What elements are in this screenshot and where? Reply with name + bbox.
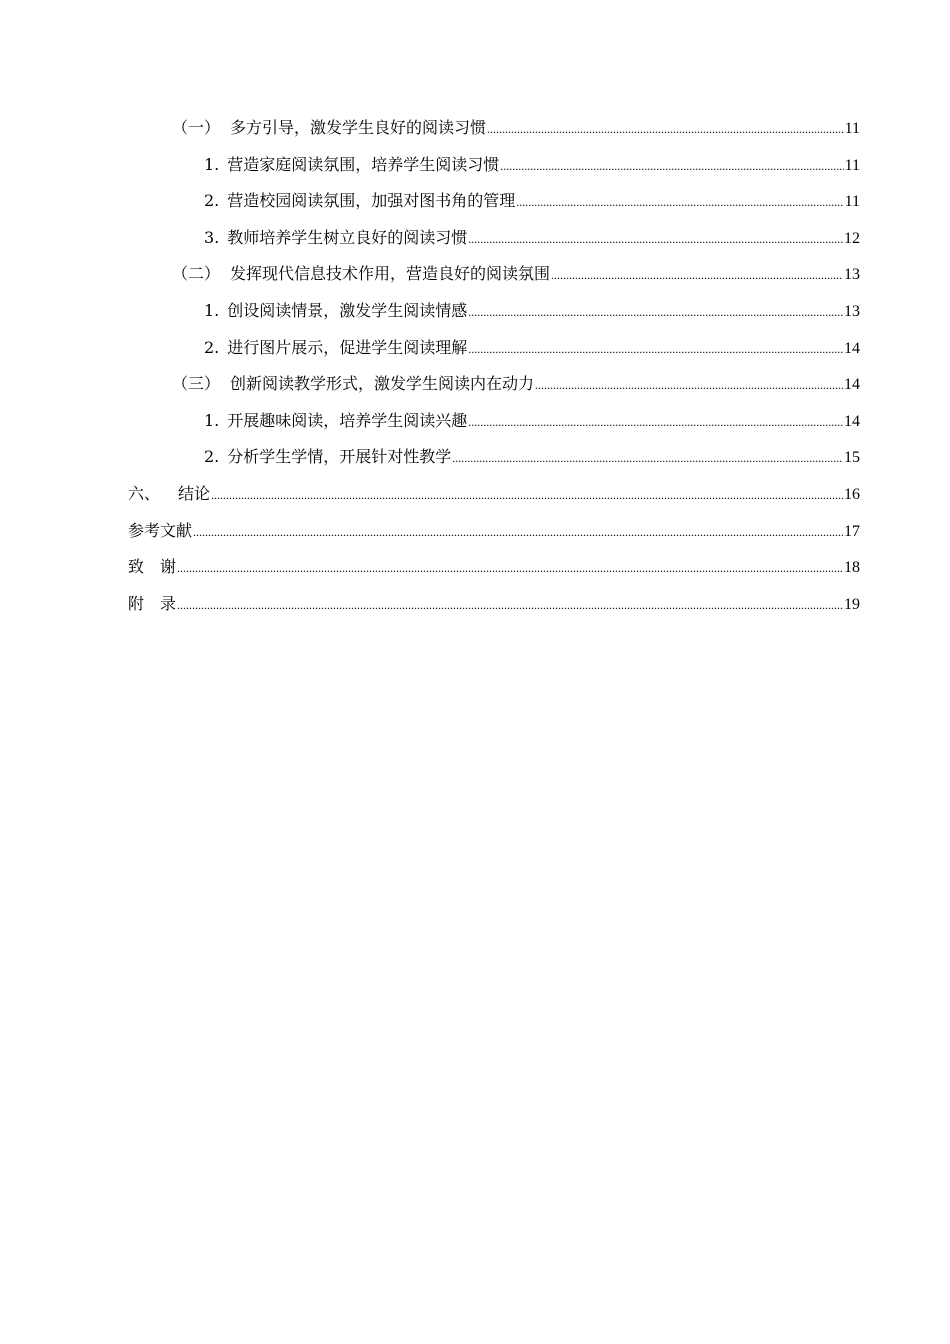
toc-entry-number: （三） [172,374,221,394]
toc-dot-leader [177,550,843,587]
toc-entry-title: 营造校园阅读氛围，加强对图书角的管理 [227,191,516,211]
toc-dot-leader [452,440,843,477]
toc-dot-leader [487,111,844,148]
toc-entry-page: 17 [844,522,860,540]
toc-entry-number: 六、 [128,483,161,503]
toc-entry-page: 16 [844,485,860,503]
toc-dot-leader [177,587,843,624]
toc-entry[interactable] [128,549,860,586]
toc-entry-title: 多方引导，激发学生良好的阅读习惯 [230,118,487,137]
toc-entry[interactable] [128,439,860,476]
toc-entry-title: 创设阅读情景，激发学生阅读情感 [227,300,468,320]
toc-entry[interactable] [128,513,860,550]
toc-entry-page: 19 [844,595,860,613]
table-of-contents [128,110,860,622]
toc-entry-title: 进行图片展示，促进学生阅读理解 [227,337,468,357]
toc-entry-number: （二） [172,264,221,284]
toc-entry-number: 3. [204,227,220,247]
toc-entry[interactable] [128,147,860,184]
toc-dot-leader [193,514,843,551]
toc-entry-title: 创新阅读教学形式，激发学生阅读内在动力 [230,374,535,394]
toc-entry-title: 教师培养学生树立良好的阅读习惯 [227,227,468,247]
toc-dot-leader [551,257,843,294]
toc-entry-title: 致 谢 [128,557,177,577]
toc-entry-page: 11 [844,120,860,137]
toc-entry-number: 1. [204,300,220,320]
toc-entry-page: 14 [844,412,860,430]
toc-entry-page: 13 [844,266,860,284]
toc-dot-leader [468,294,843,331]
toc-dot-leader [500,148,843,185]
toc-entry-page: 13 [844,302,860,320]
toc-entry[interactable] [128,476,860,513]
toc-entry-page: 11 [844,156,860,174]
toc-entry-number: （一） [172,118,221,137]
toc-entry[interactable] [128,110,860,147]
toc-entry-title: 营造家庭阅读氛围，培养学生阅读习惯 [227,154,500,174]
toc-dot-leader [468,221,843,258]
toc-entry-number: 1. [204,410,220,430]
toc-entry-title: 结论 [178,483,211,503]
toc-entry-page: 14 [844,339,860,357]
toc-entry-page: 12 [844,229,860,247]
toc-entry[interactable] [128,586,860,623]
toc-dot-leader [535,367,843,404]
toc-entry-page: 18 [844,559,860,577]
toc-entry-number: 2. [204,191,220,211]
toc-entry-title: 发挥现代信息技术作用，营造良好的阅读氛围 [230,264,551,284]
toc-entry-title: 开展趣味阅读，培养学生阅读兴趣 [227,410,468,430]
toc-entry-number: 2. [204,337,220,357]
toc-dot-leader [468,404,843,441]
toc-entry[interactable] [128,256,860,293]
toc-entry[interactable] [128,183,860,220]
toc-entry-number: 2. [204,447,220,467]
toc-entry-page: 14 [844,376,860,394]
toc-entry-title: 附 录 [128,593,177,613]
toc-entry-title: 分析学生学情，开展针对性教学 [227,447,452,467]
toc-entry[interactable] [128,293,860,330]
toc-entry[interactable] [128,403,860,440]
toc-entry[interactable] [128,220,860,257]
toc-entry-number: 1. [204,154,220,174]
toc-entry[interactable] [128,330,860,367]
toc-entry-title: 参考文献 [128,520,193,540]
toc-dot-leader [516,184,843,221]
toc-dot-leader [468,331,843,368]
toc-entry-page: 11 [844,193,860,211]
toc-dot-leader [211,477,843,514]
toc-entry[interactable] [128,366,860,403]
toc-entry-page: 15 [844,449,860,467]
